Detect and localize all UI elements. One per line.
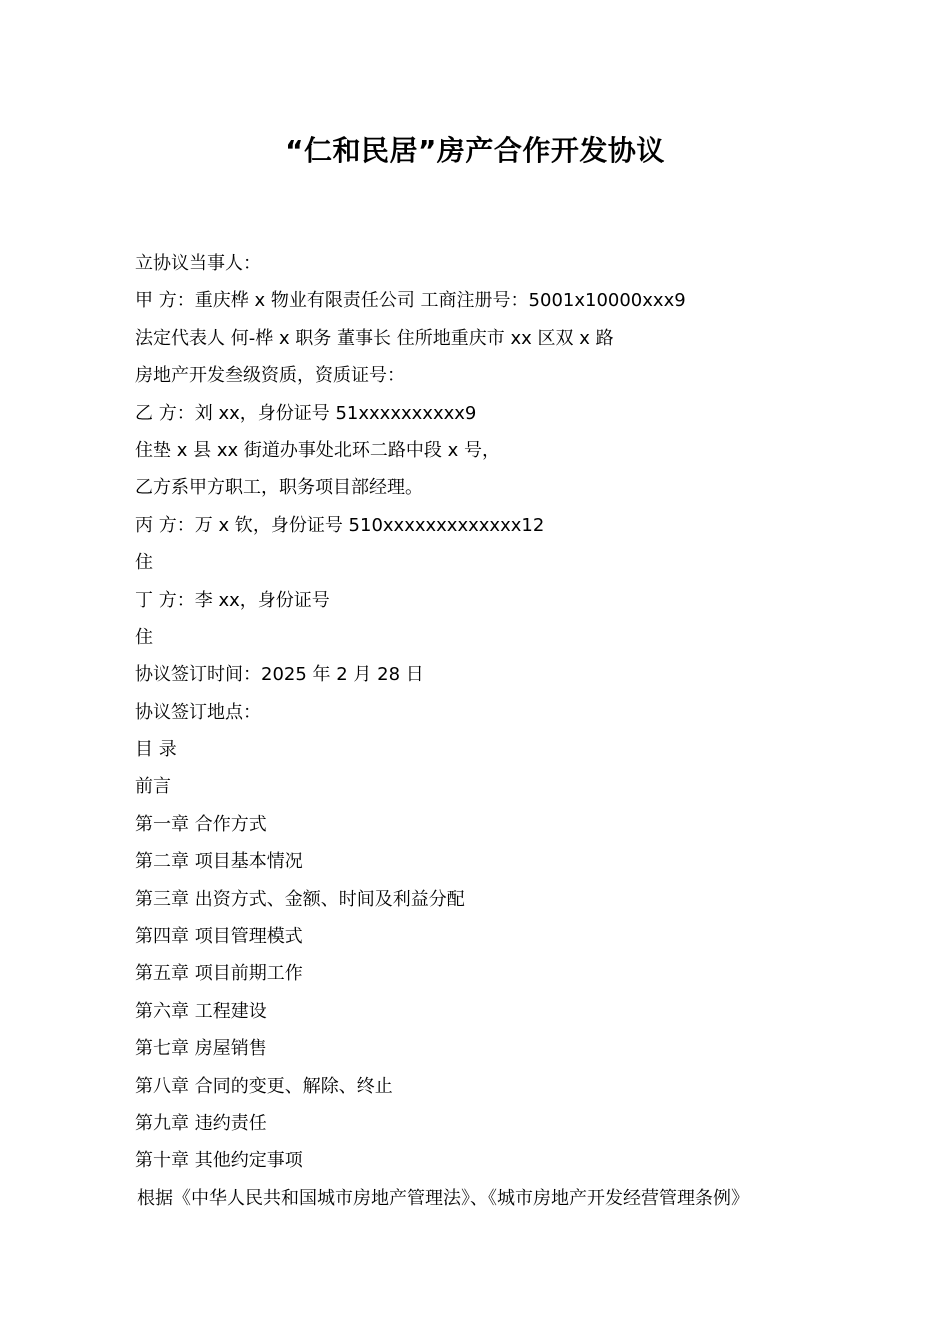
toc-item: 第四章 项目管理模式 xyxy=(135,926,303,948)
parties-heading: 立协议当事人： xyxy=(135,253,261,274)
toc-item: 第一章 合作方式 xyxy=(135,813,267,835)
party-a-line: 甲 方：重庆桦 x 物业有限责任公司 工商注册号：5001x10000xxx9 xyxy=(135,290,686,312)
document-body xyxy=(135,250,855,1222)
toc-item: 第七章 房屋销售 xyxy=(135,1038,267,1060)
party-c-address-line: 住 xyxy=(135,552,153,574)
signing-place-line: 协议签订地点： xyxy=(135,701,261,723)
party-d-address-line: 住 xyxy=(135,626,153,648)
toc-item: 第八章 合同的变更、解除、终止 xyxy=(135,1075,393,1097)
party-d-line: 丁 方：李 xx，身份证号 xyxy=(135,589,330,611)
party-c-line: 丙 方：万 x 钦，身份证号 510xxxxxxxxxxxxx12 xyxy=(135,514,545,536)
party-b-address-line: 住垫 x 县 xx 街道办事处北环二路中段 x 号， xyxy=(135,439,500,461)
toc-item: 第二章 项目基本情况 xyxy=(135,851,303,873)
party-a-representative-line: 法定代表人 何-桦 x 职务 董事长 住所地重庆市 xx 区双 x 路 xyxy=(135,327,614,349)
toc-item: 第十章 其他约定事项 xyxy=(135,1150,303,1172)
toc-item: 前言 xyxy=(135,776,171,798)
toc-item: 第三章 出资方式、金额、时间及利益分配 xyxy=(135,888,465,910)
document-title: “仁和民居”房产合作开发协议 xyxy=(285,134,665,167)
signing-date-line: 协议签订时间：2025 年 2 月 28 日 xyxy=(135,664,424,686)
toc-heading: 目 录 xyxy=(135,739,177,761)
toc-item: 第九章 违约责任 xyxy=(135,1112,267,1134)
party-b-position-line: 乙方系甲方职工，职务项目部经理。 xyxy=(135,477,423,499)
party-b-line: 乙 方：刘 xx，身份证号 51xxxxxxxxxx9 xyxy=(135,402,477,424)
toc-item: 第六章 工程建设 xyxy=(135,1000,267,1022)
party-a-qualification-line: 房地产开发叁级资质，资质证号： xyxy=(135,365,405,387)
toc-item: 第五章 项目前期工作 xyxy=(135,963,303,985)
preamble-line: 根据《中华人民共和国城市房地产管理法》、《城市房地产开发经营管理条例》 xyxy=(137,1187,749,1209)
